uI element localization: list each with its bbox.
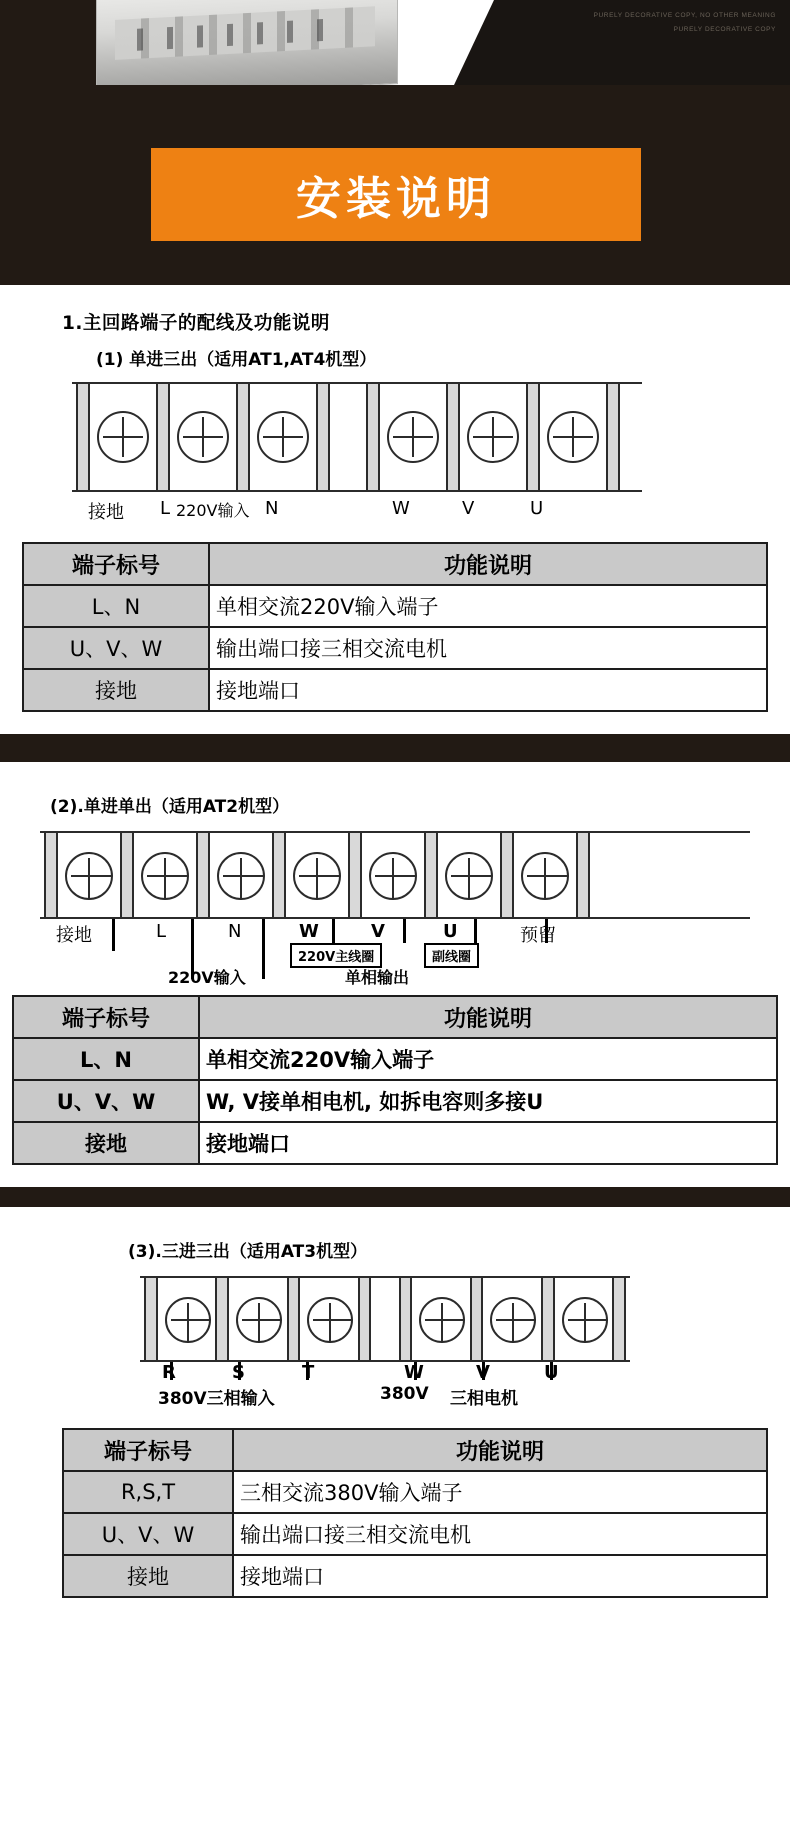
section-1	[0, 285, 790, 734]
terminal-slot	[500, 833, 514, 917]
screw-terminal	[165, 1297, 209, 1341]
terminal-slot	[287, 1278, 301, 1360]
terminal-label: S	[232, 1362, 245, 1383]
terminal-slot	[44, 833, 58, 917]
section-2	[0, 762, 790, 1187]
table-header-cell: 端子标号	[63, 1429, 233, 1471]
table-cell-value: W, V接单相电机, 如拆电容则多接U	[199, 1080, 777, 1122]
terminal-slot	[76, 384, 90, 490]
annotation-single-phase-output: 单相输出	[345, 968, 410, 987]
terminal-slot	[272, 833, 286, 917]
terminal-slot	[120, 833, 134, 917]
terminal-function-table-2	[12, 995, 778, 1165]
terminal-label: V	[476, 1362, 490, 1383]
table-header-cell: 端子标号	[23, 543, 209, 585]
terminal-block-3	[140, 1276, 630, 1362]
table-cell-value: 输出端口接三相交流电机	[209, 627, 767, 669]
terminal-label: U	[530, 498, 544, 519]
product-photo	[96, 0, 398, 85]
terminal-block-2	[40, 831, 750, 919]
product-photo-strip	[0, 0, 790, 85]
photo-left-dark-edge	[0, 0, 96, 85]
screw-terminal	[490, 1297, 534, 1341]
table-cell-value: 三相交流380V输入端子	[233, 1471, 767, 1513]
section-3-subheading: (3).三进三出（适用AT3机型）	[128, 1242, 368, 1262]
screw-terminal	[467, 411, 519, 463]
terminal-slot	[399, 1278, 413, 1360]
terminal-label: W	[404, 1362, 424, 1383]
screw-terminal	[236, 1297, 280, 1341]
terminal-label: U	[443, 921, 458, 942]
annotation-three-phase-motor: 三相电机	[450, 1389, 518, 1409]
screw-terminal	[547, 411, 599, 463]
terminal-label: 220V输入	[176, 501, 250, 520]
table-cell-key: 接地	[23, 669, 209, 711]
screw-terminal	[65, 852, 113, 898]
screw-terminal	[307, 1297, 351, 1341]
terminal-slot	[424, 833, 438, 917]
terminal-block-1	[72, 382, 642, 492]
terminal-label: 预留	[520, 925, 556, 946]
table-cell-key: R,S,T	[63, 1471, 233, 1513]
table-header-row	[23, 543, 767, 585]
table-cell-value: 接地端口	[209, 669, 767, 711]
table-header-cell: 功能说明	[233, 1429, 767, 1471]
section-1-subheading: (1) 单进三出（适用AT1,AT4机型）	[96, 350, 377, 370]
screw-terminal	[369, 852, 417, 898]
section-divider	[0, 1187, 790, 1207]
annotation-motor-voltage: 380V	[380, 1384, 429, 1404]
table-row	[23, 627, 767, 669]
decorative-copy-line-1: PURELY DECORATIVE COPY, NO OTHER MEANING	[593, 12, 776, 19]
screw-terminal	[419, 1297, 463, 1341]
terminal-label: N	[265, 498, 279, 519]
terminal-label: U	[544, 1362, 559, 1383]
terminal-slot	[156, 384, 170, 490]
screw-terminal	[97, 411, 149, 463]
terminal-label: W	[392, 498, 410, 519]
screw-terminal	[562, 1297, 606, 1341]
screw-terminal	[217, 852, 265, 898]
terminal-label: N	[228, 921, 242, 942]
terminal-label: L	[160, 498, 171, 519]
terminal-slot	[470, 1278, 484, 1360]
screw-terminal	[521, 852, 569, 898]
terminal-labels-1	[72, 498, 692, 528]
terminal-label: V	[371, 921, 385, 942]
table-header-cell: 功能说明	[199, 996, 777, 1038]
terminal-diagram-1	[72, 382, 692, 528]
annotation-aux-coil: 副线圈	[424, 943, 479, 968]
screw-terminal	[141, 852, 189, 898]
terminal-gap	[375, 1278, 394, 1360]
terminal-slot	[316, 384, 330, 490]
section-divider	[0, 734, 790, 762]
annotation-three-phase-input: 380V三相输入	[158, 1389, 275, 1409]
terminal-slot	[144, 1278, 158, 1360]
terminal-leads-2	[40, 919, 760, 985]
table-cell-key: 接地	[13, 1122, 199, 1164]
terminal-label: L	[156, 921, 167, 942]
lead-line	[262, 919, 265, 979]
lead-line	[332, 919, 335, 943]
table-cell-value: 接地端口	[199, 1122, 777, 1164]
terminal-slot	[358, 1278, 372, 1360]
terminal-slot	[366, 384, 380, 490]
terminal-label: V	[462, 498, 475, 519]
table-cell-key: U、V、W	[63, 1513, 233, 1555]
terminal-slot	[606, 384, 620, 490]
screw-terminal	[293, 852, 341, 898]
table-cell-value: 输出端口接三相交流电机	[233, 1513, 767, 1555]
banner-section	[0, 85, 790, 285]
terminal-label: T	[302, 1362, 315, 1383]
terminal-slot	[612, 1278, 626, 1360]
table-row	[13, 1038, 777, 1080]
terminal-slot	[215, 1278, 229, 1360]
section-2-subheading: (2).单进单出（适用AT2机型）	[50, 797, 290, 817]
table-header-row	[63, 1429, 767, 1471]
banner-title-box	[151, 148, 641, 241]
table-header-row	[13, 996, 777, 1038]
terminal-label: R	[162, 1362, 176, 1383]
screw-terminal	[445, 852, 493, 898]
terminal-slot	[526, 384, 540, 490]
table-cell-key: L、N	[23, 585, 209, 627]
terminal-slot	[541, 1278, 555, 1360]
terminal-slot	[446, 384, 460, 490]
table-row	[63, 1513, 767, 1555]
table-cell-key: L、N	[13, 1038, 199, 1080]
terminal-gap	[334, 384, 362, 490]
terminal-label: 接地	[88, 502, 124, 523]
screw-terminal	[387, 411, 439, 463]
table-row	[13, 1080, 777, 1122]
screw-terminal	[257, 411, 309, 463]
table-cell-value: 单相交流220V输入端子	[199, 1038, 777, 1080]
table-cell-value: 单相交流220V输入端子	[209, 585, 767, 627]
terminal-function-table-3	[62, 1428, 768, 1598]
table-row	[13, 1122, 777, 1164]
table-row	[23, 669, 767, 711]
table-cell-key: U、V、W	[13, 1080, 199, 1122]
annotation-main-coil: 220V主线圈	[290, 943, 382, 968]
lead-line	[112, 919, 115, 951]
terminal-leads-3	[140, 1362, 700, 1414]
terminal-label: 接地	[56, 925, 92, 946]
section-1-heading: 1.主回路端子的配线及功能说明	[62, 313, 330, 334]
table-header-cell: 功能说明	[209, 543, 767, 585]
lead-line	[403, 919, 406, 943]
table-header-cell: 端子标号	[13, 996, 199, 1038]
table-row	[23, 585, 767, 627]
terminal-diagram-2	[40, 831, 760, 985]
terminal-slot	[348, 833, 362, 917]
annotation-input-220v: 220V输入	[168, 968, 246, 987]
terminal-function-table-1	[22, 542, 768, 712]
terminal-slot	[576, 833, 590, 917]
decorative-copy-line-2: PURELY DECORATIVE COPY	[673, 26, 776, 33]
table-row	[63, 1471, 767, 1513]
terminal-diagram-3	[140, 1276, 700, 1414]
table-row	[63, 1555, 767, 1597]
terminal-label: W	[299, 921, 319, 942]
table-cell-value: 接地端口	[233, 1555, 767, 1597]
table-cell-key: U、V、W	[23, 627, 209, 669]
table-cell-key: 接地	[63, 1555, 233, 1597]
terminal-slot	[196, 833, 210, 917]
page-title: 安装说明	[295, 172, 496, 225]
screw-terminal	[177, 411, 229, 463]
terminal-slot	[236, 384, 250, 490]
lead-line	[474, 919, 477, 943]
section-3	[0, 1207, 790, 1616]
